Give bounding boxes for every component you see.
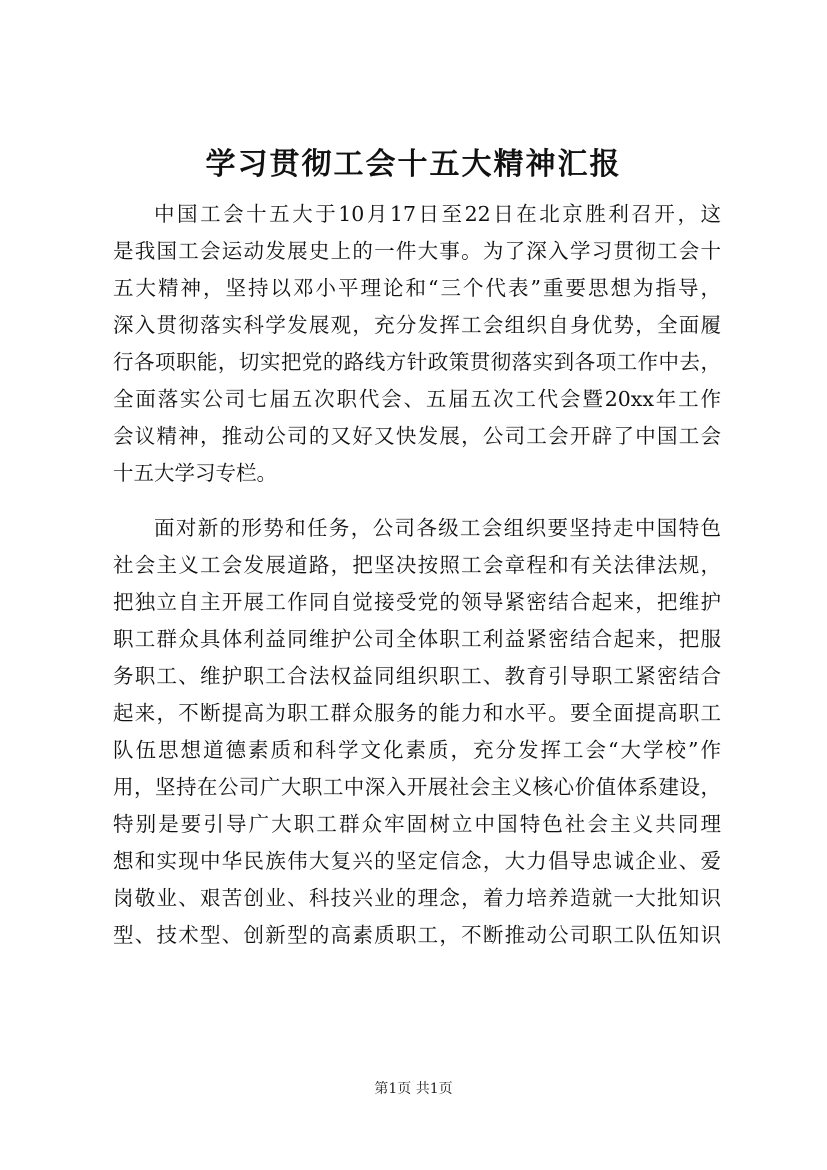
text-line: 是我国工会运动发展史上的一件大事。为了深入学习贯彻工会十 — [113, 239, 721, 263]
page-footer: 第1页 共1页 — [374, 1081, 453, 1097]
text-line: 五大精神，坚持以邓小平理论和“三个代表”重要思想为指导， — [113, 276, 721, 300]
text-line: 用，坚持在公司广大职工中深入开展社会主义核心价值体系建设， — [113, 775, 721, 799]
text-line: 想和实现中华民族伟大复兴的坚定信念，大力倡导忠诚企业、爱 — [113, 849, 721, 873]
text-line: 面对新的形势和任务，公司各级工会组织要坚持走中国特色 — [154, 516, 721, 540]
text-line: 中国工会十五大于10月17日至22日在北京胜利召开，这 — [154, 202, 721, 226]
text-line: 岗敬业、艰苦创业、科技兴业的理念，着力培养造就一大批知识 — [113, 886, 721, 910]
text-line: 全面落实公司七届五次职代会、五届五次工代会暨20xx年工作 — [113, 387, 721, 411]
text-line: 行各项职能，切实把党的路线方针政策贯彻落实到各项工作中去， — [113, 350, 721, 374]
text-line: 深入贯彻落实科学发展观，充分发挥工会组织自身优势，全面履 — [113, 313, 721, 337]
paragraph-spacer — [113, 492, 721, 510]
text-line: 特别是要引导广大职工群众牢固树立中国特色社会主义共同理 — [113, 812, 721, 836]
text-line: 队伍思想道德素质和科学文化素质，充分发挥工会“大学校”作 — [113, 738, 721, 762]
paragraph-2 — [113, 510, 721, 954]
text-line: 型、技术型、创新型的高素质职工，不断推动公司职工队伍知识 — [113, 923, 721, 947]
paragraph-1 — [113, 196, 721, 492]
text-line: 把独立自主开展工作同自觉接受党的领导紧密结合起来，把维护 — [113, 590, 721, 614]
document-title: 学习贯彻工会十五大精神汇报 — [205, 147, 622, 182]
document-body — [113, 196, 721, 954]
text-line: 会议精神，推动公司的又好又快发展，公司工会开辟了中国工会 — [113, 424, 721, 448]
text-line: 起来，不断提高为职工群众服务的能力和水平。要全面提高职工 — [113, 701, 721, 725]
text-line: 十五大学习专栏。 — [113, 461, 277, 485]
text-line: 务职工、维护职工合法权益同组织职工、教育引导职工紧密结合 — [113, 664, 721, 688]
text-line: 社会主义工会发展道路，把坚决按照工会章程和有关法律法规， — [113, 553, 721, 577]
text-line: 职工群众具体利益同维护公司全体职工利益紧密结合起来，把服 — [113, 627, 721, 651]
